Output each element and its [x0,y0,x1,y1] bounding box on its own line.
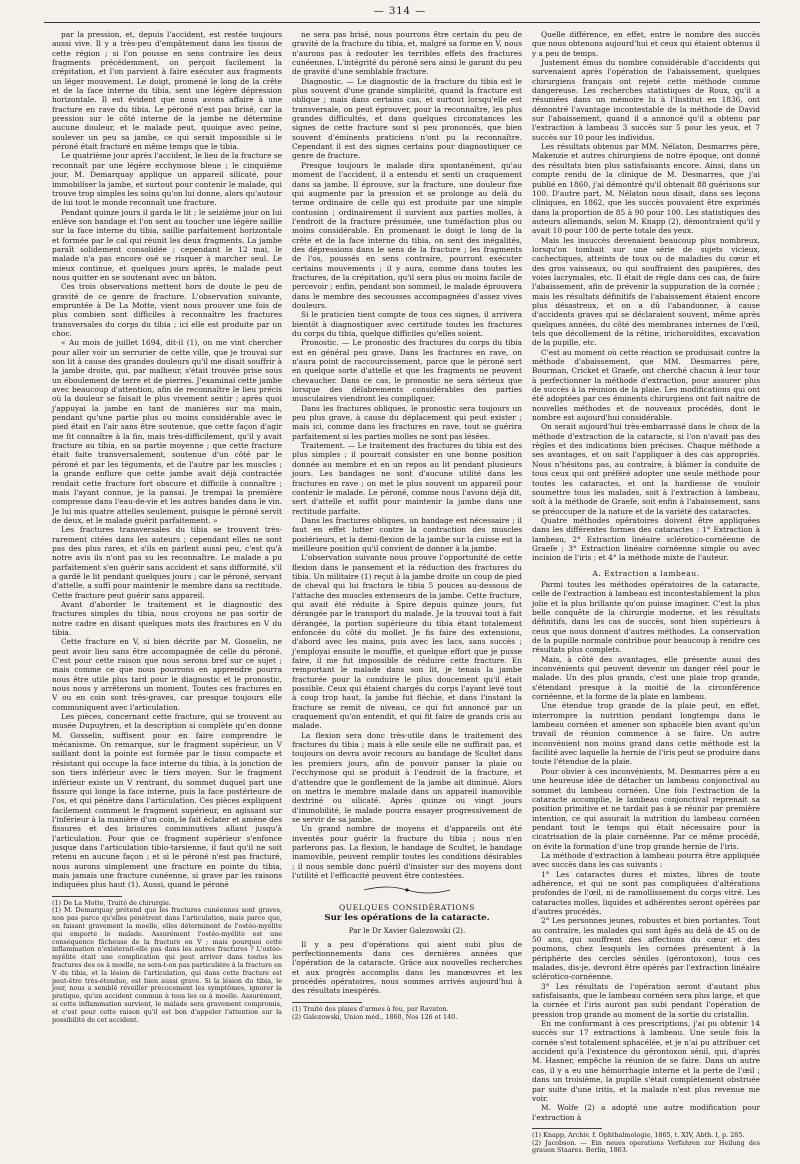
footnote: (2) Galezowski, Union méd., 1860, Nos 126 et 140. [292,1012,458,1021]
byline: Par le Dr Xavier Galezowski (2). [348,926,466,936]
footnote-rule [532,1128,602,1129]
paragraph: Mais, à côté des avantages, elle présente aussi des inconvénients qui peuvent devenir un danger réel pour le malade. Un des plus grands, c'est une plaie trop grande, s'étendant presque à la moitié de la circonférence cornéenne, et la forme de la plaie en lambeau. [532,654,760,702]
section-heading: QUELQUES CONSIDÉRATIONS [339,902,475,912]
footnote: (1) Traité des plaies d'armes à feu, par Ravaton. [292,1004,449,1013]
paragraph: 2° Les personnes jeunes, robustes et bien portantes. Tout au contraire, les malades qui sont âgés au delà de 45 ou de 50 ans, qui souffrent des affections du cœur et des poumons, chez lesquels les cornées présentent à la périphérie des cercles séniles (gérontoxon), tous ces malades, dis-je, devront être opérés par l'extraction linéaire scléroticо-cornéenne. [532,916,760,982]
page-number: — 314 — [373,6,427,17]
footnote-rule [52,896,122,897]
footnote: (1) M. Demarquay prétend que les fractures cunéennes sont graves, non pas parce qu'elles pénètrent dans l'articulation, mais parce que, en faisant gravement la moelle, elles déterminent de l'ostéo-myélite qui emporte le malade. Assurément l'ostéo-myélite est une conséquence fâcheuse de la fracture en V ; mais pourquoi cette inflammation n'existerait-elle pas dans les autres fractures ? L'ostéo-myélite était une complication qui peut arriver dans toutes les fractures des os à moelle, ne sera-t-on pas particulière à la fracture en V du tibia, et la lésion de l'articulation, qui dans cette fracture est peut-être très-étendue, est bien aussi grave. Si la lésion du tibia, le jour, nous a semblé réveiller précocement les symptômes, ignorer la pratique, qu'un accident commun à tous les os à moelle. Assurément, si cette inflammation survient, le malade sera gravement compromis, et c'est pour cette raison qu'il est bon d'appeler l'attention sur la possibilité de cet accident. [52,906,282,1024]
paragraph: Pendant quinze jours il garda le lit ; le seizième jour on lui enlève son bandage et l'on sent au toucher une légère saillie sur la face interne du tibia, saillie parfaitement horizontale et formée par le cal qui réunit les deux fragments. La jambe paraît solidement consolidée ; cependant le 12 mai, le malade n'a pas encore osé se risquer à marcher seul. Le mieux continue, et quelques jours après, le malade peut nous quitter en se soutenant avec un bâton. [52,207,282,282]
paragraph: Le quatrième jour après l'accident, le lieu de la fracture se reconnaît par une légère ecchymose bleue ; le cinquième jour, M. Demarquay applique un appareil silicaté, pour immobiliser la jambe, et surtout pour contenir le malade, qui trouve trop simples les soins qu'on lui donne, alors qu'autour de lui tout le monde reconnaît une fracture. [52,151,282,208]
paragraph: 3° Les résultats de l'opération seront d'autant plus satisfaisants, que le lambeau cornéen sera plus large, et que la cornée et l'iris auront pas subi pendant l'opération de pression trop grande au moment de la sortie du cristallin. [532,981,760,1019]
column-left [52,30,282,1150]
paragraph: La méthode d'extraction à lambeau pourra être appliquée avec succès dans les cas suivants : [532,850,760,870]
paragraph: Si le praticien tient compte de tous ces signes, il arrivera bientôt à diagnostiquer avec certitude toutes les fractures du corps du tibia, quelque difficiles qu'elles soient. [292,310,522,338]
paragraph: Il y a peu d'opérations qui aient subi plus de perfectionnements dans ces dernières années que l'opération de la cataracte. Grâce aux nouvelles recherches et aux progrès accomplis dans les manœuvres et les procédés opératoires, nous sommes arrivés aujourd'hui à des résultats inespérés. [292,939,522,996]
footnote: (1) Knapp, Archiv. f. Ophthalmologie, 1865, t. XIV, Abth. I, p. 285. [532,1130,745,1139]
paragraph: Parmi toutes les méthodes opératoires de la cataracte, celle de l'extraction à lambeau est incontestablement la plus jolie et la plus brillante qu'on puisse imaginer. C'est la plus belle conquête de la chirurgie moderne, et les résultats définitifs, dans les cas de succès, sont bien supérieurs à ceux que nous donnent d'autres méthodes. La conservation de la pupille normale contribue pour beaucoup à rendre ces résultats plus complets. [532,579,760,655]
paragraph: Avant d'aborder le traitement et le diagnostic des fractures simples du tibia, nous croyons ne pas sortir de notre cadre en disant quelques mots des fractures en V du tibia. [52,599,282,637]
paragraph: Un grand nombre de moyens et d'appareils ont été inventés pour guérir la fracture du tibia ; nous n'en parlerons pas. La flexion, le bandage de Scultet, le bandage inamovible, peuvent remplir toutes les conditions désirables ; il nous semble donc puéril d'insister sur des moyens dont l'utilité et l'efficacité peuvent être contestées. [292,824,522,880]
paragraph: Quatre méthodes opératoires doivent être appliquées dans les différentes formes des cataractes : 1° Extraction à lambeau, 2° Extraction linéaire scléroticо-cornéenne de Graefe ; 3° Extraction linéaire cornéenne simple ou avec incision de l'iris ; et 4° la méthode mixte de l'auteur. [532,515,760,563]
footnote-rule [292,1002,362,1003]
paragraph: Presque toujours le malade dira spontanément, qu'au moment de l'accident, il a entendu et senti un craquement dans sa jambe. Il éprouve, sur la fracture, une douleur fixe qui augmente par la pression et se prolonge au delà du terme ordinaire de celle qui est produite par une simple contusion ; ordinairement il survient aux parties molles, à l'endroit de la fracture présumée, une tuméfaction plus ou moins considérable. En promenant le doigt le long de la crête et de la face interne du tibia, on sent des inégalités, des dépressions dans le sens de la fracture ; les fragments de l'os, poussés en sens contraire, pourront exécuter certains mouvements ; il y aura, comme dans toutes les fractures, de la crépitation, qu'il sera plus ou moins facile de percevoir ; enfin, pendant son sommeil, le malade éprouvera dans le membre des secousses accompagnées d'assez vives douleurs. [292,160,522,310]
paragraph: En me conformant à ces prescriptions, j'ai pu obtenir 14 succès sur 17 extractions à lambeau. Une seule fois la cornée s'est totalement sphacélée, et je n'ai pu attribuer cet accident qu'à l'existence du gérontoxon sénil, qui, d'après M. Hasner, empêche la réunion de se faire. Dans un autre cas, il y a eu une hémorrhagie interne et la perte de l'œil ; dans un troisième, la pupille s'était complètement obstruée par suite d'une iritis, et la malade n'est plus revenue me voir. [532,1019,760,1103]
paragraph: Dans les fractures obliques, un bandage est nécessaire ; il faut en effet lutter contre la contraction des muscles postérieurs, et la demi-flexion de la jambe sur la cuisse est la meilleure position qu'il convient de donner à la jambe. [292,515,522,553]
paragraph: Dans les fractures obliques, le pronostic sera toujours un peu plus grave, à cause du déplacement qui peut exister ; mais ici, comme dans les fractures en rave, tout se guérira parfaitement si les parties molles ne sont pas lésées. [292,403,522,441]
header-rule [44,22,760,23]
paragraph: Une étendue trop grande de la plaie peut, en effet, interrompre la nutrition pendant longtemps dans le lambeau cornéen et amener son sphacèle bien avant qu'un travail de réunion commence à se faire. Un autre inconvénient non moins grand dans cette méthode est la facilité avec laquelle la hernie de l'iris peut se produire dans toute l'étendue de la plaie. [532,701,760,767]
paragraph: La flexion sera donc très-utile dans le traitement des fractures du tibia ; mais à elle seule elle ne suffirait pas, et toujours on devra avoir recours au bandage de Scultet dans les premiers jours, afin de pouvoir panser la plaie ou l'ecchymose qui se produit à l'endroit de la fracture, et d'attendre que le gonflement de la jambe ait diminué. Alors on mettra le membre malade dans un appareil inamovible dextriné ou silicaté. Après quinze ou vingt jours d'immobilité, le malade pourra essayer progressivement de se servir de sa jambe. [292,730,522,824]
paragraph: Traitement. — Le traitement des fractures du tibia est des plus simples ; il pourrait consister en une bonne position donnée au membre et en un repos au lit pendant plusieurs jours. Les bandages ne sont d'aucune utilité dans les fractures en rave ; on met le plus souvent un appareil pour contenir le malade. Le péroné, comme nous l'avons déjà dit, sert d'attelle et suffit pour maintenir la jambe dans une rectitude parfaite. [292,441,522,516]
paragraph: M. Wolfe (2) a adopté une autre modification pour l'extraction à [532,1103,760,1122]
paragraph: Mais les insuccès devenaient beaucoup plus nombreux, lorsqu'on tombait sur une série de sujets vicieux, cachectiques, atteints de toux ou de maladies du cœur et des gros vaisseaux, ou qui souffraient des paupières, des voies lacrymales, etc. Il était de règle dans ces cas, de faire l'abaissement, afin de prévenir la suppuration de la cornée ; mais les résultats définitifs de l'abaissement étaient encore plus désastreux, et on a dû l'abandonner, à cause d'accidents graves qui se déclaraient souvent, même après quelques années, du côté des membranes internes de l'œil, tels que décollement de la rétine, irichoroïdites, excavation de la pupille, etc. [532,235,760,348]
footnote: (2) Jacobson. — Ein neues operations Verfahren zur Heilung des grauen Staares. Berlin, 1863. [532,1138,760,1155]
paragraph: Les fractures transversales du tibia se trouvent très-rarement citées dans les auteurs ; cependant elles ne sont pas des plus rares, et s'ils en parlent aussi peu, c'est qu'à notre avis ils n'ont pas su les reconnaître. Le malade a pu parfaitement s'en guérir sans accident et sans difformité, s'il a gardé le lit pendant quelques jours ; car le péroné, servant d'attelle, a suffi pour maintenir le membre dans sa rectitude. Cette fracture peut guérir sans appareil. [52,525,282,600]
paragraph: Les résultats obtenus par MM. Nélaton, Desmarres père, Makenzie et autres chirurgiens de notre époque, ont donné des résultats bien plus satisfaisants encore. Ainsi, dans un compte rendu de la clinique de M. Desmarres, que j'ai publié en 1860, j'ai démontré qu'il obtenait 88 guérisons sur 100. D'autre part, M. Nélaton nous disait, dans ses leçons cliniques, en 1862, que les succès pouvaient être exprimés dans la proportion de 85 à 90 pour 100. Les statistiques des auteurs allemands, selon M. Knapp (2), démontraient qu'il y avait 10 pour 100 de perte totale des yeux. [532,142,760,236]
paragraph: Pronostic. — Le pronostic des fractures du corps du tibia est en général peu grave. Dans les fractures en rave, on n'aura point de raccourcissement, parce que le péroné sert en quelque sorte d'attelle et que les fragments ne peuvent chevaucher. Dans ce cas, le pronostic ne sera sérieux que lorsque des délabrements considérables des parties musculaires viendront les compliquer. [292,338,522,404]
paragraph: Ces trois observations mettent hors de doute le peu de gravité de ce genre de fracture. L'observation suivante, empruntée à De La Motte, vient nous prouver une fois de plus combien sont difficiles à reconnaître les fractures transversales du corps du tibia ; ici elle est produite par un choc. [52,282,282,338]
paragraph: « Au mois de juillet 1694, dit-il (1), on me vint chercher pour aller voir un serrurier de cette ville, que je trouvai sur son lit à cause des grandes douleurs qu'il me disait souffrir à la jambe droite, qui, par malheur, s'était trouvée prise sous un éboulement de terre et de pierres. J'examinai cette jambe avec beaucoup d'attention, afin de reconnaître le lieu précis où la douleur se faisait le plus vivement sentir ; après quoi j'appuyai la jambe en tant de manières sur ma main, pendant qu'une partie plus ou moins considérable avec le pied était en l'air sans être soutenue, que cette façon d'agir me fit connaître à la fin, mais très-difficilement, qu'il y avait fracture au tibia, en sa partie moyenne ; que cette fracture était faite transversalement, soutenue d'un côté par le péroné et par les téguments, et de l'autre par les muscles ; la grande enflure que cette jambe avait déjà contractée rendait cette fracture fort obscure et difficile à connaître ; mais l'ayant connue, je la pansai. Je trempai la première compresse dans l'eau-de-vie et les autres bandes dans le vin. Je lui mis quatre attelles seulement, puisque le péroné servit de deux, et le malade guérit parfaitement. » [52,338,282,525]
column-middle [292,30,522,1150]
paragraph: ne sera pas brisé, nous pourrons être certain du peu de gravité de la fracture du tibia, et, malgré sa forme en V, nous n'aurons pas à redouter les terribles effets des fractures cunéennes. L'intégrité du péroné sera ainsi le garant du peu de gravité d'une semblable fracture. [292,30,522,77]
paragraph: Quelle différence, en effet, entre le nombre des succès que nous obtenons aujourd'hui et ceux qui étaient obtenus il y a peu de temps. [532,30,760,58]
paragraph: Justement émus du nombre considérable d'accidents qui survenaient après l'opération de l'abaissement, quelques chirurgiens français ont rejeté cette méthode comme dangereuse. Les recherches statistiques de Roux, qu'il a résumées dans un mémoire lu à l'Institut en 1836, ont démontré l'avantage incontestable de la méthode de David sur l'abaissement, quand il a annoncé qu'il a obtenu par l'extraction à lambeau 3 succès sur 5 pour les yeux, et 7 succès sur 10 pour les individus. [532,58,760,142]
paragraph: L'observation suivante nous prouve l'opportunité de cette flexion dans le pansement et la réduction des fractures du tibia. Un militaire (1) reçut à la jambe droite un coup de pied de cheval qui lui fractura le tibia 5 pouces au-dessous de l'attache des muscles extenseurs de la jambe. Cette fracture, qui avait été réduite à Spire depuis quinze jours, fut dérangée par le transport du malade. Je la trouvai tout à fait dérangée, la portion supérieure du tibia étant totalement enfoncée du côté du mollet. Je fis faire des extensions, d'abord avec les mains, puis avec les lacs, sans succès ; j'employai ensuite le mouffle, et quelque effort que je pusse faire, il me fut impossible de réduire cette fracture. En remportant le malade dans son lit, je tenais la jambe fracturée pour la conduire le plus doucement qu'il était possible. Ceux qui étaient chargés du corps l'ayant levé tout à coup trop haut, la jambe fut fléchie, et dans l'instant la fracture se remit de niveau, ce qui fut annoncé par un craquement qu'on entendit, et qui fit faire de grands cris au malade. [292,553,522,731]
paragraph: par la pression, et, depuis l'accident, est restée toujours aussi vive. Il y a très-peu d'empâtement dans les tissus de cette région ; si l'on pousse en sens contraire les deux fragments précédemment, on perçoit facilement la crépitation, et l'on parvient à faire exécuter aux fragments un léger mouvement. Le doigt, promené le long de la crête et de la face interne du tibia, sent une légère dépression horizontale. Il est évident que nous avons affaire à une fracture en rave du tibia. Le péroné n'est pas brisé, car la pression sur le côté interne de la jambe ne détermine aucune douleur, et le malade peut, quoique avec peine, soulever un peu sa jambe, ce qui serait impossible si le péroné était fracturé en même temps que le tibia. [52,30,282,152]
paragraph: Cette fracture en V, si bien décrite par M. Gosselin, ne peut avoir lieu sans être accompagnée de celle du péroné. C'est pour cette raison que nous serons bref sur ce sujet ; mais comme ce que nous pourrons en apprendre pourra nous être utile plus tard pour le diagnostic et le pronostic, nous nous y arrêterons un moment. Toutes ces fractures en V ou en coin sont très-graves, car presque toujours elle communiquent avec l'articulation. [52,637,282,712]
paragraph: On serait aujourd'hui très-embarrassé dans le choix de la méthode d'extraction de la cataracte, si l'on n'avait pas des règles et des indications bien précises. Chaque méthode a ses avantages, et on sait l'appliquer à des cas appropriés. Nous n'hésitons pas, au contraire, à blâmer la conduite de tous ceux qui ont préféré adopter une seule méthode pour toutes les cataractes, et ont la hardiesse de vouloir soumettre tous les malades, soit à l'extraction à lambeau, soit à la méthode de Graefe, soit enfin à l'abaissement, sans se préoccuper de la nature et de la variété des cataractes. [532,422,760,516]
section-title: Sur les opérations de la cataracte. [324,912,490,923]
paragraph: 1° Les cataractes dures et mixtes, libres de toute adhérence, et qui ne sont pas compliquées d'altérations profondes de l'œil, ni de ramollissement du corps vitré. Les cataractes molles, liquides et adhérentes seront opérées par d'autres procédés. [532,869,760,916]
paragraph: Pour obvier à ces inconvénients, M. Desmarres père a eu une heureuse idée de détacher un lambeau conjonctival au sommet du lambeau cornéen. Une fois l'extraction de la cataracte accomplie, le lambeau conjonctival reprenait sa position primitive et ne tardait pas à se réunir par première intention, ce qui assurait la nutrition du lambeau cornéen pendant tout le temps qui était nécessaire pour la cicatrisation de la plaie cornéenne. Par ce même procédé, on évite la formation d'une trop grande hernie de l'iris. [532,766,760,851]
subsection-heading: A. Extraction a lambeau. [592,568,700,578]
column-right [532,30,760,1155]
paragraph: C'est au moment où cette réaction se produisait contre la méthode d'abaissement, que MM. Desmarres père, Bourman, Cricket et Graefe, ont cherché chacun à leur tour à perfectionner la méthode d'extraction, pour assurer plus de succès à la réunion de la plaie. Les modifications qui ont été adoptées par ces éminents chirurgiens ont fait naître de nouvelles méthodes et de nouveaux procédés, dont le nombre est aujourd'hui considérable. [532,347,760,423]
footnote: (1) De La Motte, Traité de chirurgie. [52,898,171,907]
paragraph: Les pièces, concernant cette fracture, qui se trouvent au musée Dupuytren, et la description si complète qu'en donne M. Gosselin, suffisent pour en faire comprendre le mécanisme. On remarque, sur le fragment supérieur, un V saillant dont la pointe est formée par le tissu compacte et résistant qui occupe la face interne du tibia, à la jonction de son tiers inférieur avec le tiers moyen. Sur le fragment inférieur existe un V rentrant, du sommet duquel part une fissure qui longe la face interne, puis la face postérieure de l'os, et qui pénètre dans l'articulation. Ces pièces expliquent facilement comment le fragment supérieur, en agissant sur l'inférieur à la manière d'un coin, le fait éclater et amène des fissures et des brisures comminutives allant jusqu'à l'articulation. Pour que ce fragment supérieur s'enfonce jusque dans l'articulation tibio-tarsienne, il faut qu'il ne soit retenu en aucune façon ; et si le péroné n'est pas fracturé, nous aurons simplement une fracture en pointe du tibia, mais jamais une fracture cunéenne, si grave par les raisons indiquées plus haut (1). Aussi, quand le péroné [52,712,282,890]
paragraph: Diagnostic. — Le diagnostic de la fracture du tibia est le plus souvent d'une grande simplicité, quand la fracture est oblique ; mais dans certains cas, et surtout lorsqu'elle est transversale, on peut éprouver, pour la reconnaître, les plus grandes difficultés, et dans quelques circonstances les signes de cette fracture sont si peu prononcés, que bien souvent d'éminents praticiens n'ont pu la reconnaître. Cependant il est des signes certains pour diagnostiquer ce genre de fracture. [292,76,522,161]
ornament-divider [292,886,522,896]
